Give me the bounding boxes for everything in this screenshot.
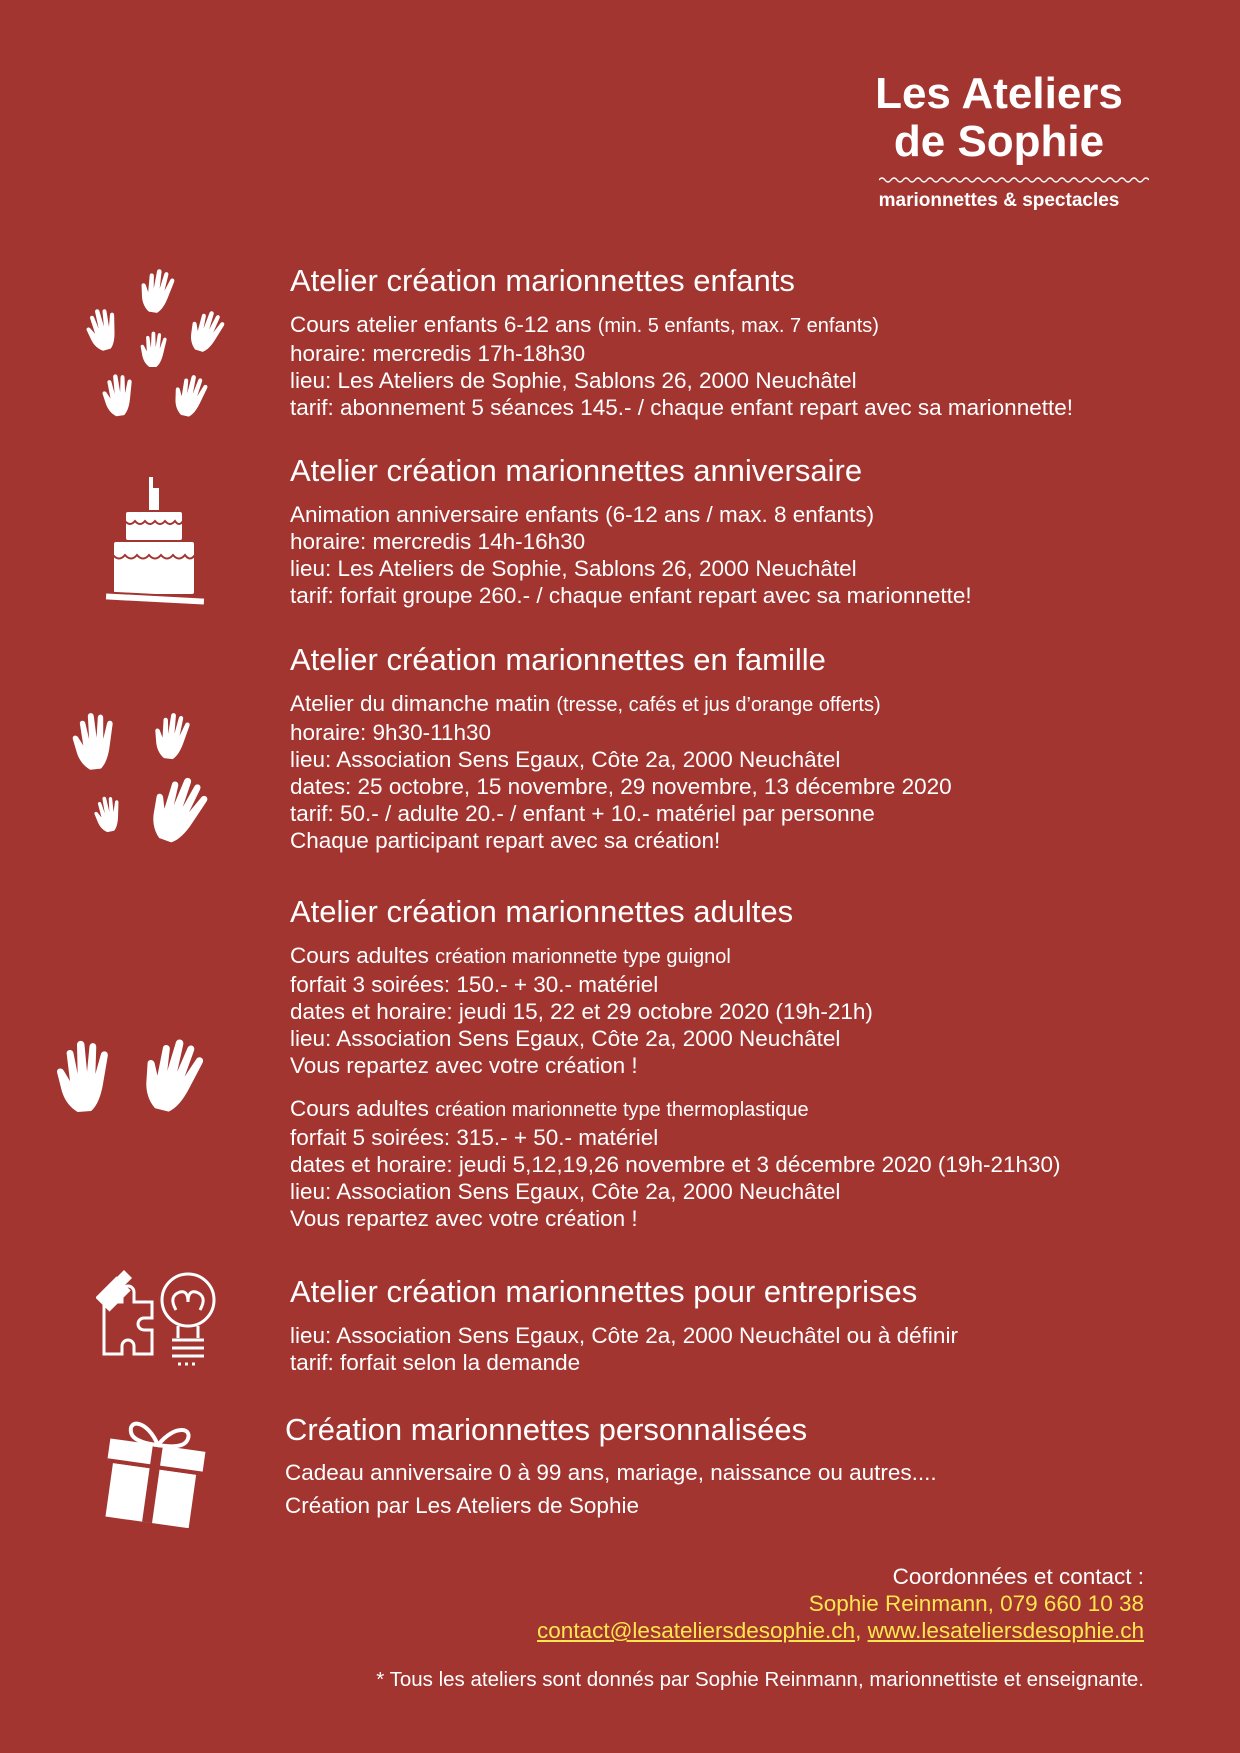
section-adultes [290,892,1190,1232]
logo-line1: Les Ateliers [875,69,1123,118]
section-title: Atelier création marionnettes adultes [290,894,794,929]
brand-logo [849,70,1149,212]
section-enfants [290,261,1190,421]
section-title: Atelier création marionnettes pour entreprises [290,1274,918,1309]
contact-name-phone: Sophie Reinmann, 079 660 10 38 [808,1591,1144,1616]
section-personnalisees [285,1410,1185,1522]
section-famille [290,640,1190,854]
section-title: Atelier création marionnettes enfants [290,263,795,298]
section-anniversaire [290,451,1190,609]
section-line: lieu: Association Sens Egaux, Côte 2a, 2000 Neuchâtel ou à définir [290,1323,958,1348]
section-line: Animation anniversaire enfants (6-12 ans / max. 8 enfants) [290,502,875,527]
section-line: tarif: forfait groupe 260.- / chaque enfant repart avec sa marionnette! [290,583,972,608]
section-line: dates et horaire: jeudi 5,12,19,26 novembre et 3 décembre 2020 (19h-21h30) [290,1152,1061,1177]
footnote: * Tous les ateliers sont donnés par Sophie Reinmann, marionnettiste et enseignante. [376,1668,1144,1691]
section-line: Vous repartez avec votre création ! [290,1053,638,1078]
section-line: tarif: 50.- / adulte 20.- / enfant + 10.- matériel par personne [290,801,875,826]
section-line: lieu: Association Sens Egaux, Côte 2a, 2000 Neuchâtel [290,1026,841,1051]
section-line: Chaque participant repart avec sa création! [290,828,721,853]
contact-separator: , [855,1618,868,1643]
contact-block [537,1563,1144,1644]
section-title: Création marionnettes personnalisées [285,1412,808,1447]
section-line: Création par Les Ateliers de Sophie [285,1493,639,1518]
section-line: lieu: Les Ateliers de Sophie, Sablons 26, 2000 Neuchâtel [290,368,857,393]
section-entreprises [290,1272,1190,1376]
section-line: horaire: mercredis 17h-18h30 [290,341,586,366]
section-line: Cours atelier enfants 6-12 ans (min. 5 enfants, max. 7 enfants) [290,312,879,337]
section-line: lieu: Les Ateliers de Sophie, Sablons 26, 2000 Neuchâtel [290,556,857,581]
hands-icon [82,268,232,428]
section-title: Atelier création marionnettes anniversaire [290,453,863,488]
section-line: horaire: 9h30-11h30 [290,720,491,745]
wave-divider-icon [879,176,1149,184]
section-line: Cours adultes création marionnette type guignol [290,943,731,968]
cake-icon [105,475,205,615]
section-line: tarif: abonnement 5 séances 145.- / chaque enfant repart avec sa marionnette! [290,395,1073,420]
logo-line2: de Sophie [893,117,1105,166]
gift-icon [100,1413,210,1528]
section-line: lieu: Association Sens Egaux, Côte 2a, 2000 Neuchâtel [290,747,841,772]
section-line: forfait 5 soirées: 315.- + 50.- matériel [290,1125,659,1150]
logo-tagline: marionnettes & spectacles [878,190,1120,211]
adult-hands-icon [56,1035,221,1120]
section-line: tarif: forfait selon la demande [290,1350,581,1375]
section-line: horaire: mercredis 14h-16h30 [290,529,586,554]
email-link[interactable]: contact@lesateliersdesophie.ch [537,1618,856,1643]
website-link[interactable]: www.lesateliersdesophie.ch [867,1618,1144,1643]
section-line: Vous repartez avec votre création ! [290,1206,638,1231]
section-line: Cours adultes création marionnette type thermoplastique [290,1096,809,1121]
section-line: dates: 25 octobre, 15 novembre, 29 novembre, 13 décembre 2020 [290,774,952,799]
section-title: Atelier création marionnettes en famille [290,642,826,677]
section-line: lieu: Association Sens Egaux, Côte 2a, 2000 Neuchâtel [290,1179,841,1204]
section-line: forfait 3 soirées: 150.- + 30.- matériel [290,972,659,997]
section-line: Atelier du dimanche matin (tresse, cafés et jus d’orange offerts) [290,691,881,716]
section-line: Cadeau anniversaire 0 à 99 ans, mariage, naissance ou autres.... [285,1460,937,1485]
puzzle-bulb-icon [96,1262,221,1372]
family-hands-icon [72,705,222,845]
contact-heading: Coordonnées et contact : [892,1564,1144,1589]
section-line: dates et horaire: jeudi 15, 22 et 29 octobre 2020 (19h-21h) [290,999,873,1024]
